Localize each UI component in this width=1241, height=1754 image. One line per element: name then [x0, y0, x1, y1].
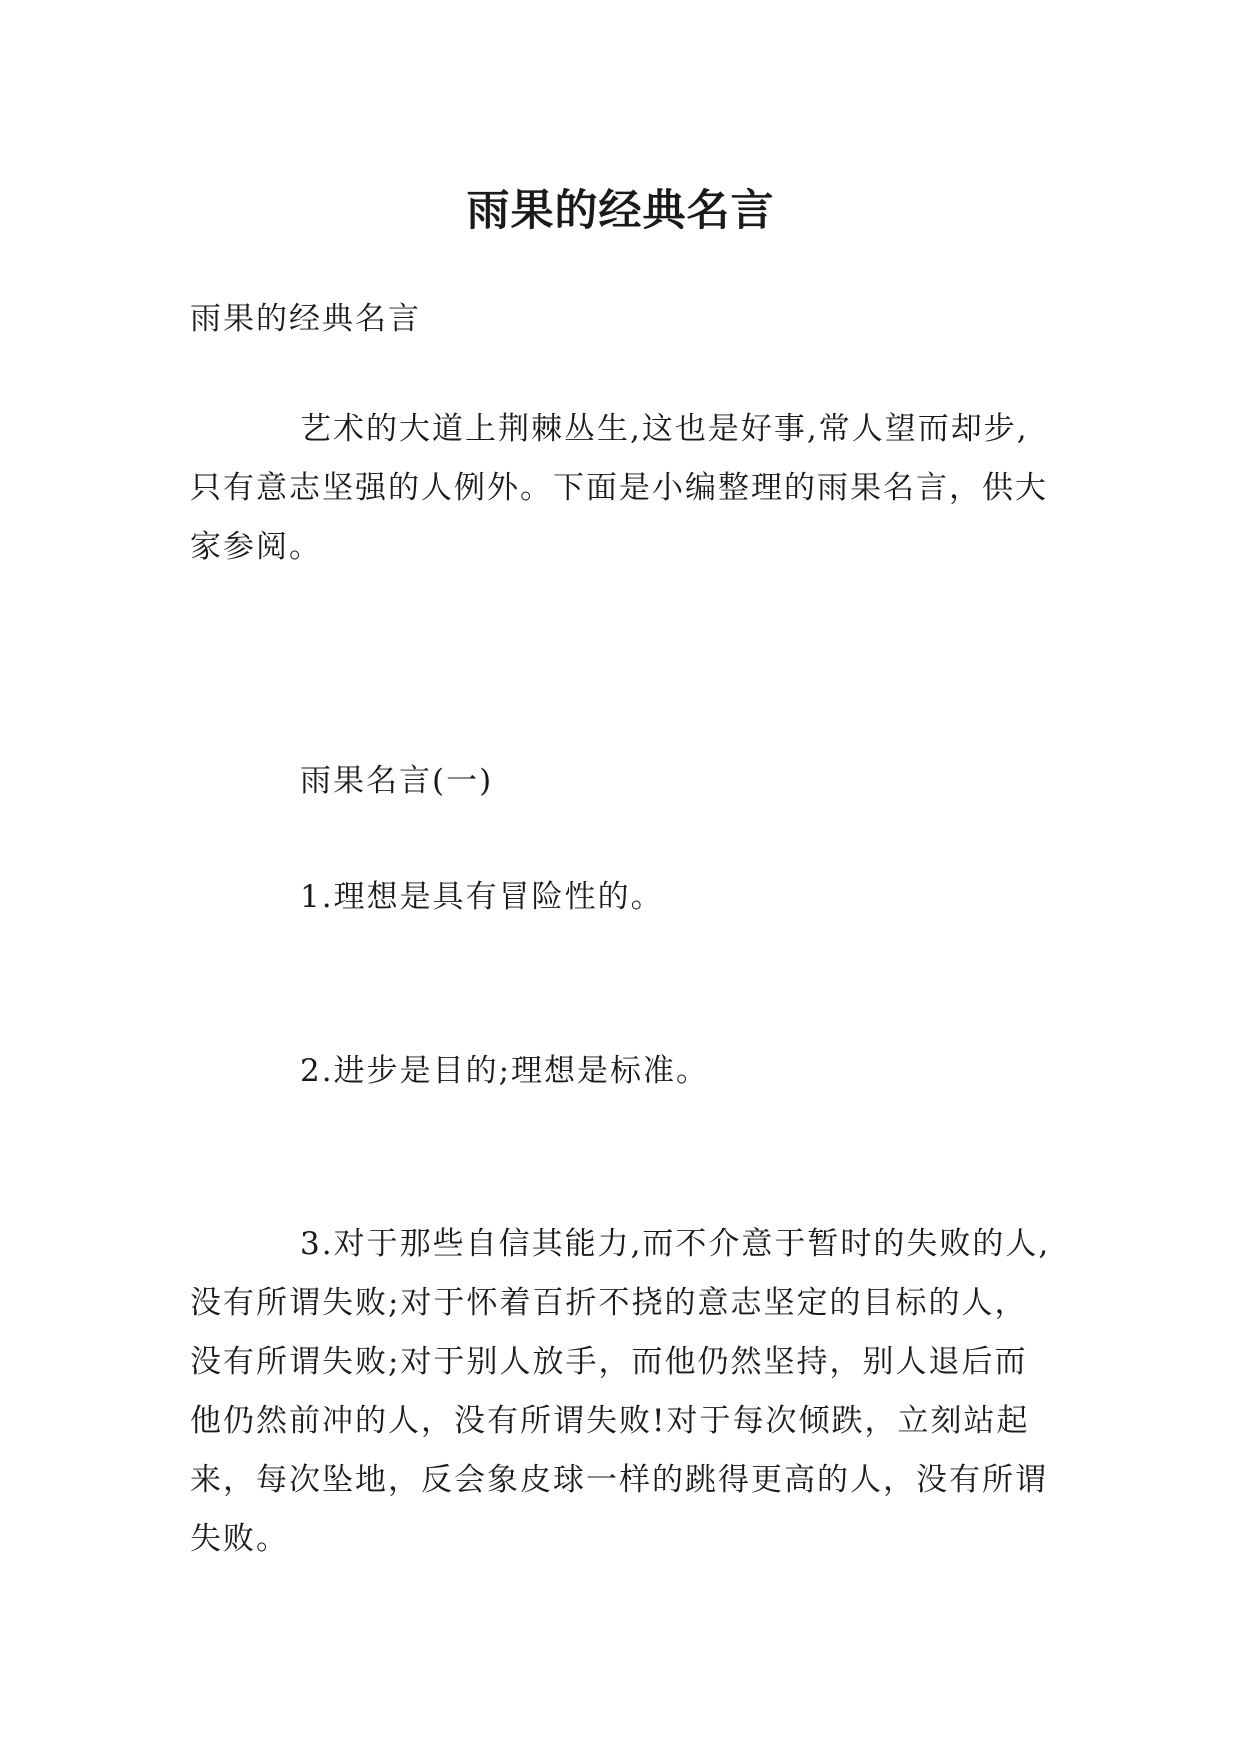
quote-3: 3.对于那些自信其能力,而不介意于暂时的失败的人,没有所谓失败;对于怀着百折不挠的意志坚定的目标的人，没有所谓失败;对于别人放手，而他仍然坚持，别人退后而他仍然前冲的人，没有所谓失败!对于每次倾跌，立刻站起来，每次坠地，反会象皮球一样的跳得更高的人，没有所谓失败。 — [190, 1226, 1051, 1557]
document-subtitle: 雨果的经典名言 — [190, 301, 421, 337]
intro-paragraph: 艺术的大道上荆棘丛生,这也是好事,常人望而却步,只有意志坚强的人例外。下面是小编整理的雨果名言，供大家参阅。 — [190, 411, 1048, 565]
quote-2: 2.进步是目的;理想是标准。 — [300, 1053, 710, 1089]
quote-1: 1.理想是具有冒险性的。 — [300, 879, 664, 915]
section-heading: 雨果名言(一) — [300, 763, 494, 799]
document-title: 雨果的经典名言 — [466, 185, 775, 236]
